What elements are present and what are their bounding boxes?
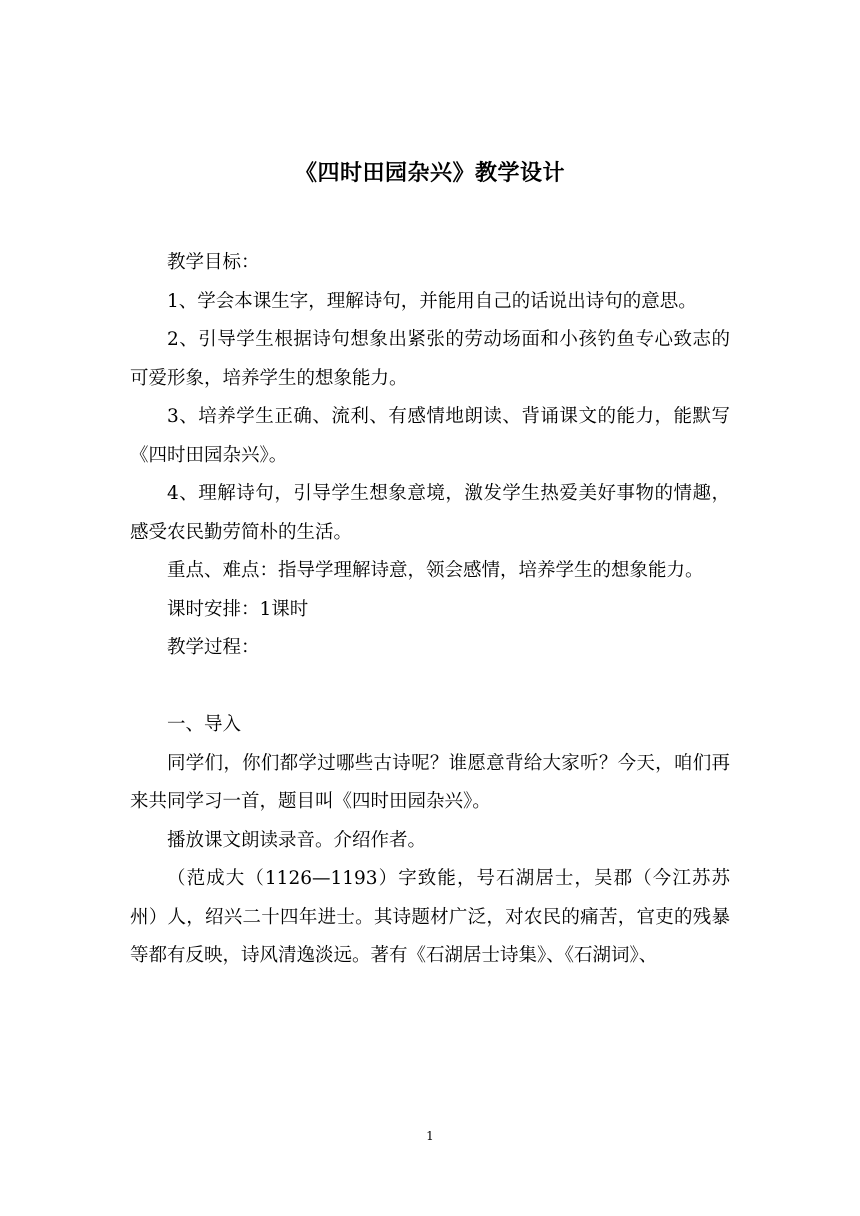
document-body	[130, 244, 730, 976]
paragraph-key-points: 重点、难点：指导学理解诗意，领会感情，培养学生的想象能力。	[167, 560, 704, 581]
paragraph-schedule: 课时安排：1课时	[167, 598, 309, 620]
paragraph-objective-1: 1、学会本课生字，理解诗句，并能用自己的话说出诗句的意思。	[167, 290, 697, 312]
paragraph-author-bio: （范成大（1126—1193）字致能，号石湖居士，吴郡（今江苏苏州）人，绍兴二十四年进士。其诗题材广泛，对农民的痛苦，官吏的残暴等都有反映，诗风清逸淡远。著有《石湖居士诗集》、《石湖词》、	[130, 868, 730, 966]
paragraph-objective-2: 2、引导学生根据诗句想象出紧张的劳动场面和小孩钓鱼专心致志的可爱形象，培养学生的想象能力。	[130, 329, 730, 389]
paragraph-intro-question: 同学们，你们都学过哪些古诗呢？谁愿意背给大家听？今天，咱们再来共同学习一首，题目叫《四时田园杂兴》。	[130, 752, 730, 812]
paragraph-gap	[130, 668, 730, 707]
paragraph-objectives-heading: 教学目标：	[167, 252, 260, 273]
paragraph-play-recording: 播放课文朗读录音。介绍作者。	[167, 829, 427, 851]
paragraph-objective-3: 3、培养学生正确、流利、有感情地朗读、背诵课文的能力，能默写《四时田园杂兴》。	[130, 406, 730, 466]
page-number: 1	[426, 1129, 434, 1143]
paragraph-objective-4: 4、理解诗句，引导学生想象意境，激发学生热爱美好事物的情趣，感受农民勤劳简朴的生活。	[130, 483, 730, 543]
paragraph-section-intro: 一、导入	[167, 714, 242, 735]
paragraph-process-heading: 教学过程：	[167, 637, 260, 658]
document-title: 《四时田园杂兴》教学设计	[294, 160, 565, 186]
